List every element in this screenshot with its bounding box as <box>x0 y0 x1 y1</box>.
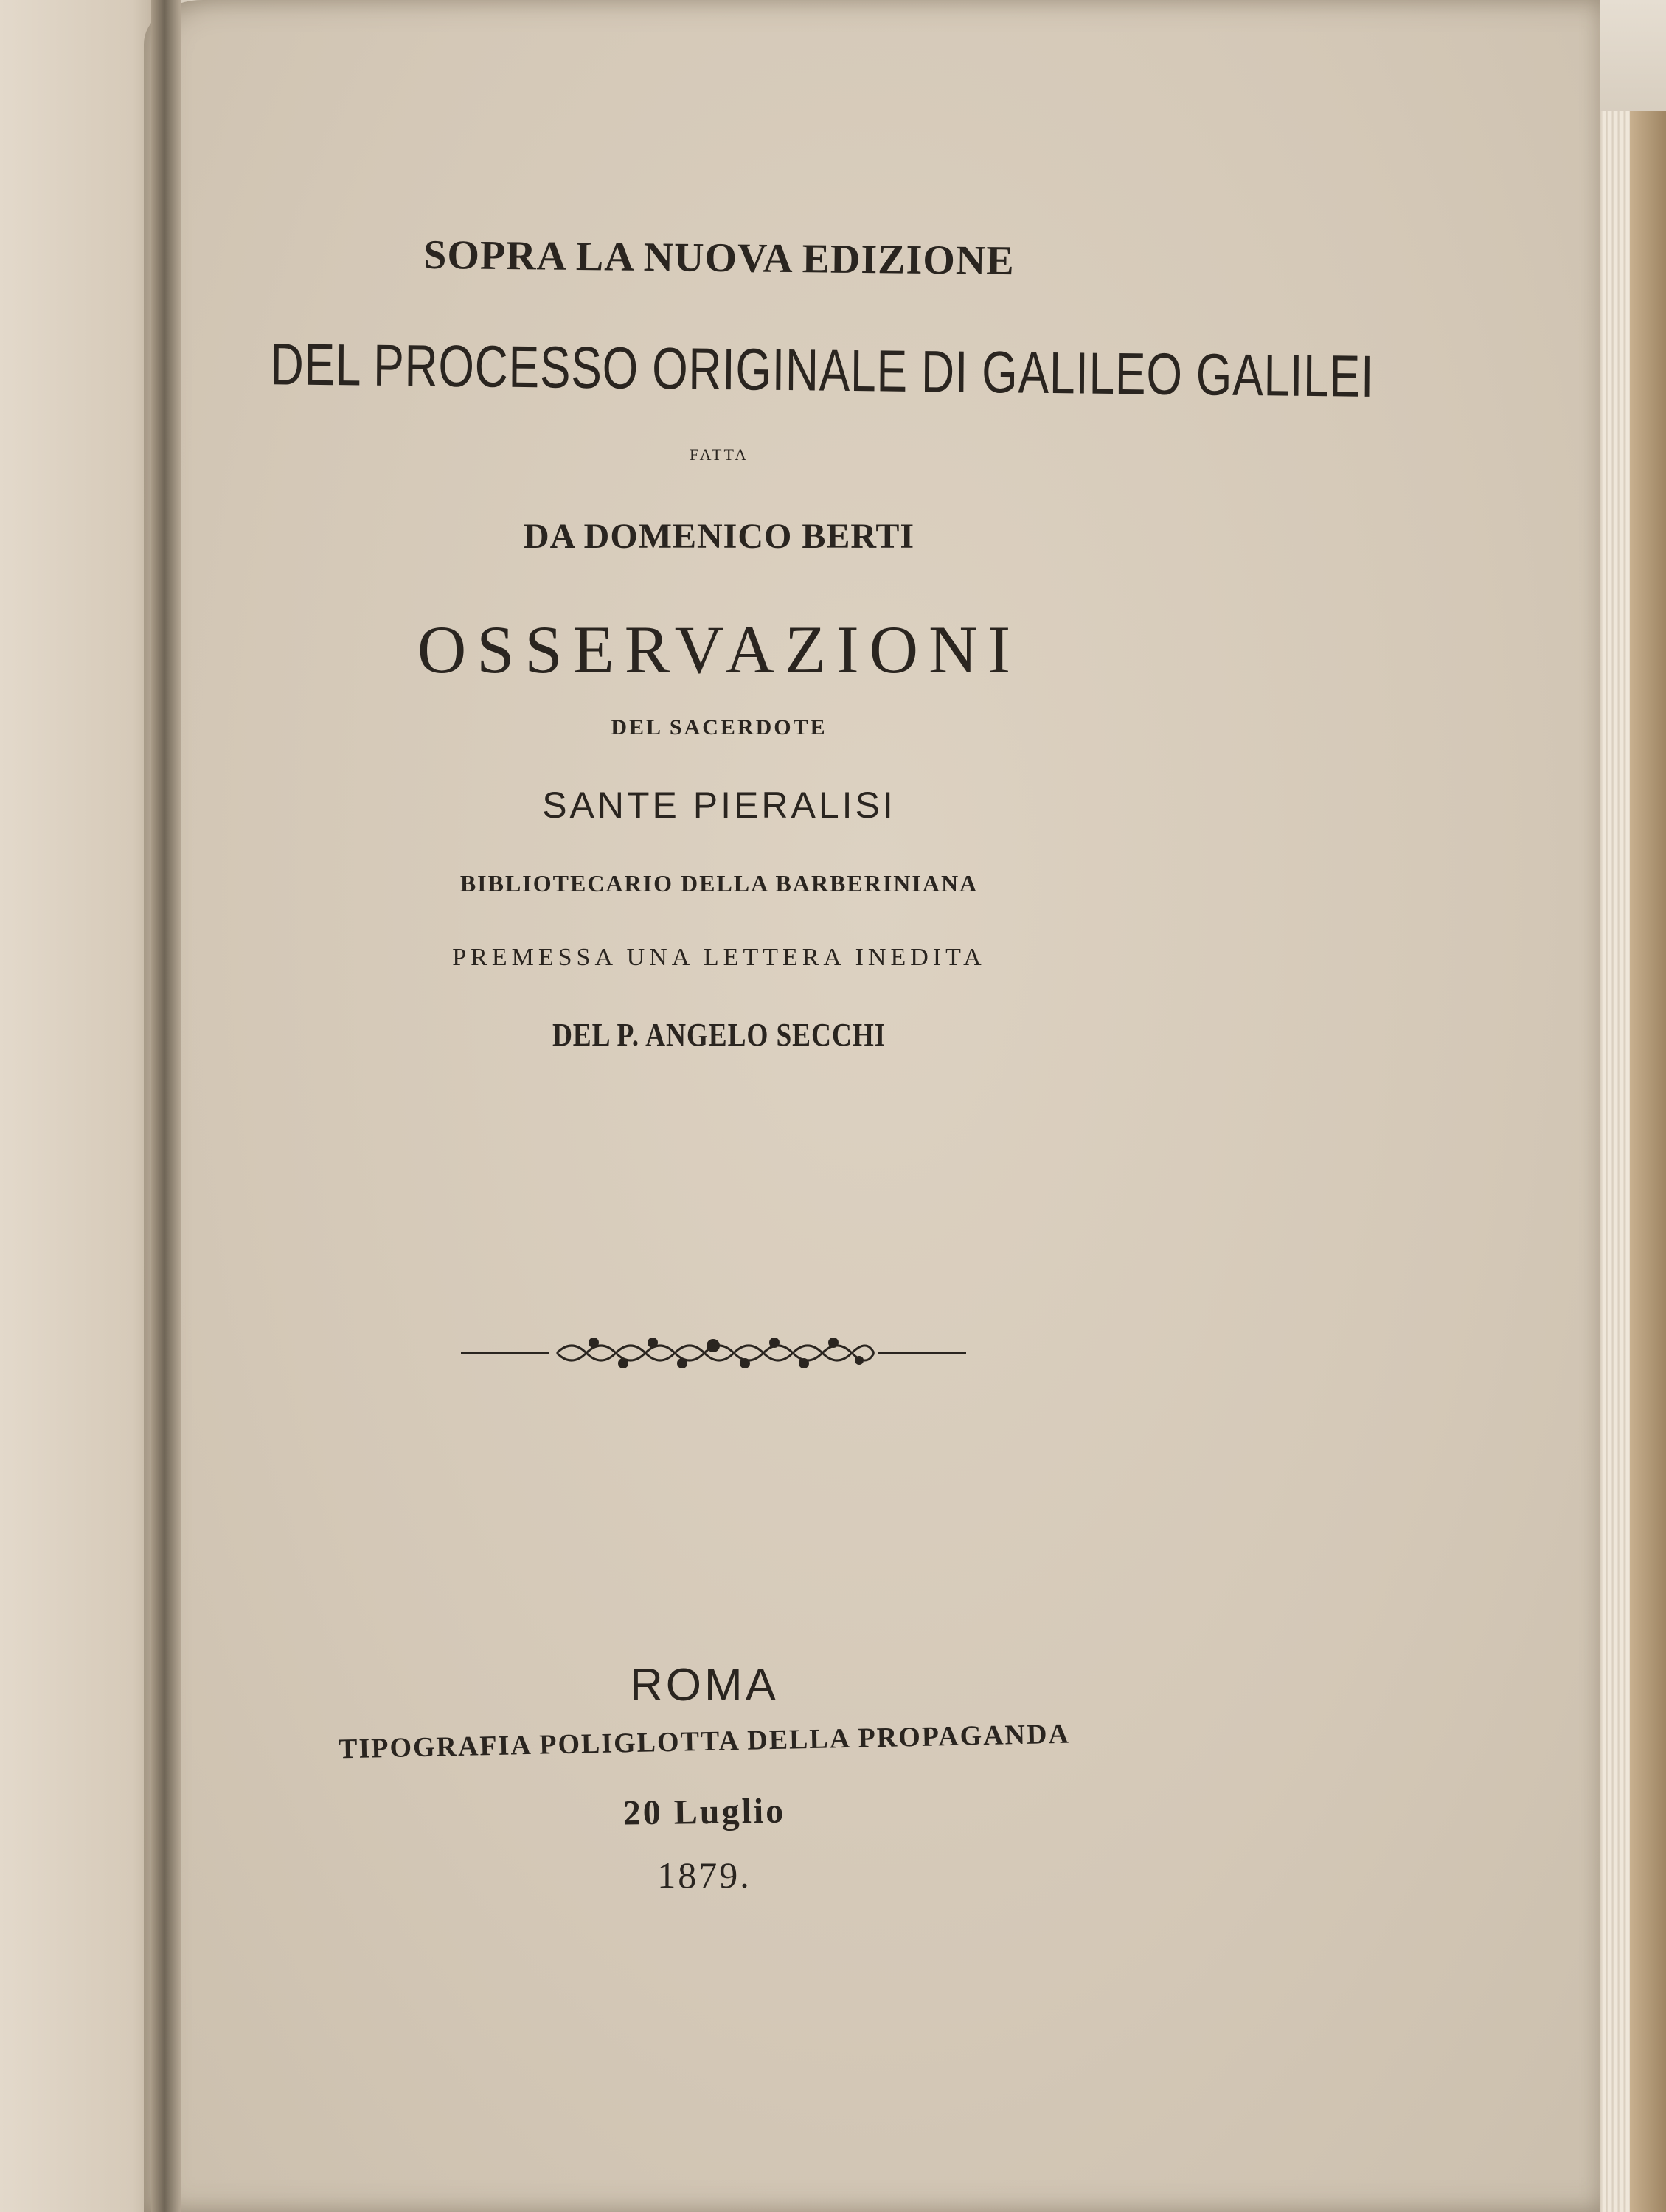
main-title: OSSERVAZIONI <box>417 612 1021 687</box>
author-prefix: DEL SACERDOTE <box>611 715 827 740</box>
floral-ornament-icon <box>461 1324 966 1382</box>
book-cover-edge <box>1630 111 1666 2212</box>
preface-author: DEL P. ANGELO SECCHI <box>552 1017 886 1053</box>
imprint-city: ROMA <box>630 1660 779 1711</box>
imprint-printer: TIPOGRAFIA POLIGLOTTA DELLA PROPAGANDA <box>338 1718 1071 1765</box>
subtitle-line-3: FATTA <box>689 445 749 464</box>
subtitle-line-4: DA DOMENICO BERTI <box>523 517 915 556</box>
subtitle-line-2: DEL PROCESSO ORIGINALE DI GALILEO GALILEI <box>270 331 1375 409</box>
subtitle-line-1: SOPRA LA NUOVA EDIZIONE <box>423 232 1016 285</box>
preface-note: PREMESSA UNA LETTERA INEDITA <box>452 944 986 971</box>
imprint-year: 1879. <box>657 1854 752 1896</box>
imprint-date: 20 Luglio <box>622 1791 786 1833</box>
author-name: SANTE PIERALISI <box>542 785 896 826</box>
author-role: BIBLIOTECARIO DELLA BARBERINIANA <box>459 870 979 897</box>
